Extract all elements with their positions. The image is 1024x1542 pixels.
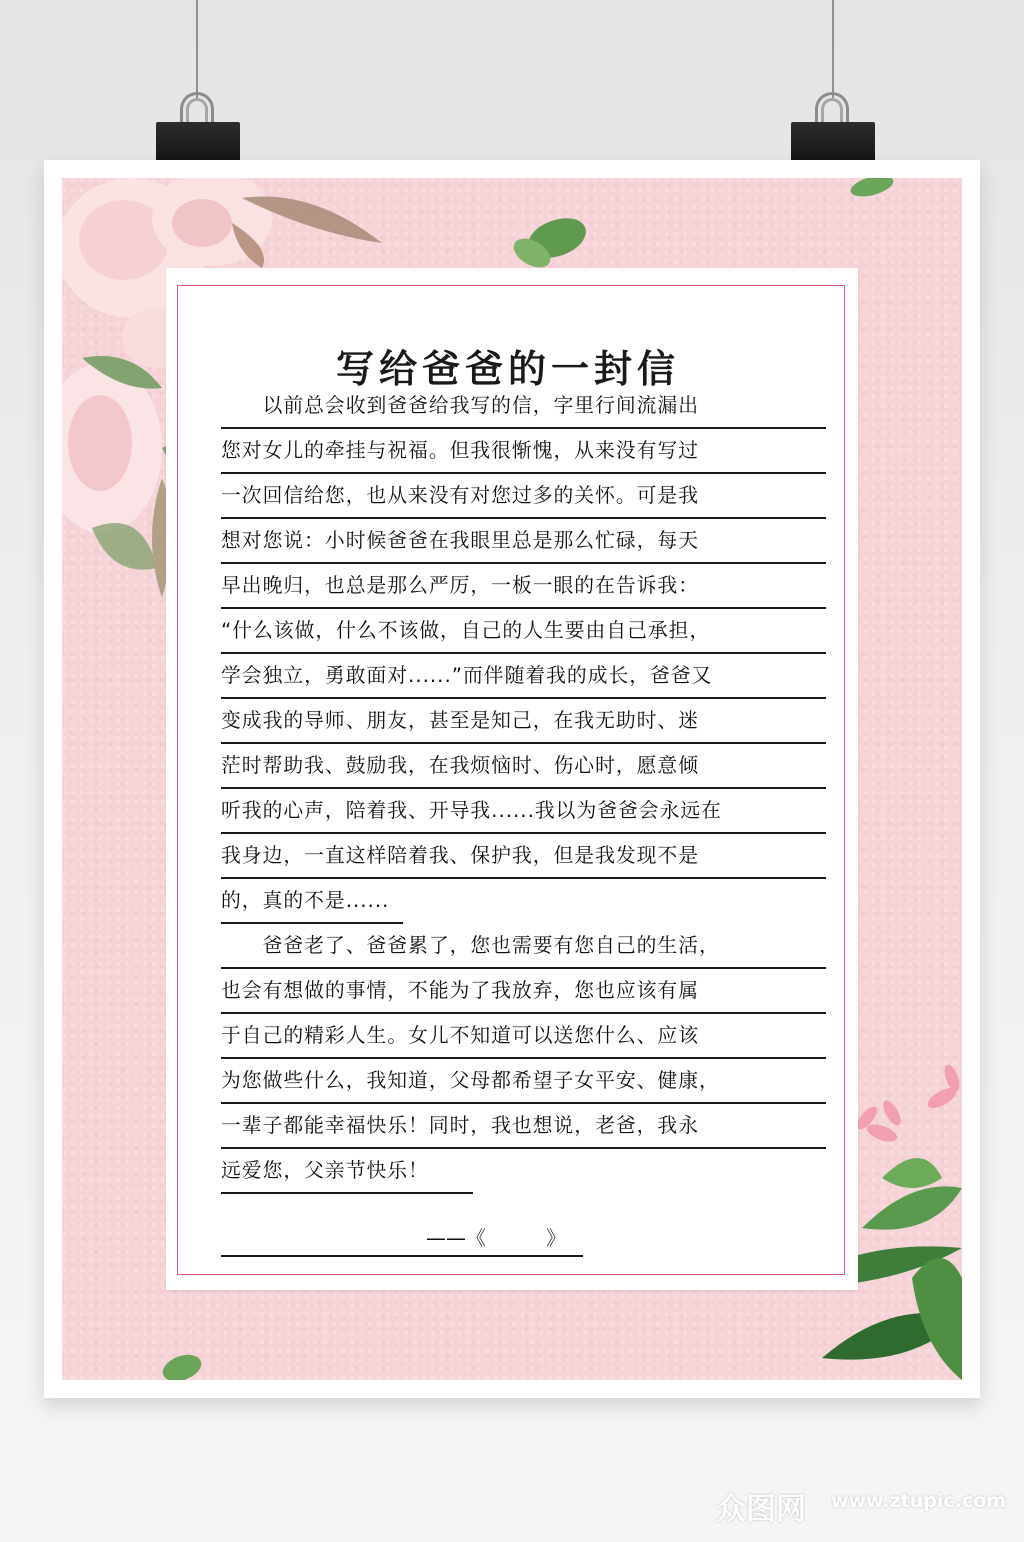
- letter-line: 您对女儿的牵挂与祝福。但我很惭愧，从来没有写过: [221, 429, 826, 474]
- letter-line: 爸爸老了、爸爸累了，您也需要有您自己的生活，: [221, 924, 826, 969]
- watermark: [686, 1480, 1006, 1527]
- letter-signature: ——《 》: [221, 1221, 583, 1257]
- leaf-top-center: [509, 211, 592, 274]
- letter-line: 也会有想做的事情，不能为了我放弃，您也应该有属: [221, 969, 826, 1014]
- letter-line: 变成我的导师、朋友，甚至是知己，在我无助时、迷: [221, 699, 826, 744]
- leaf-top-right: [848, 178, 895, 200]
- letter-line: 一辈子都能幸福快乐！同时，我也想说，老爸，我永: [221, 1104, 826, 1149]
- letter-line: 我身边，一直这样陪着我、保护我，但是我发现不是: [221, 834, 826, 879]
- watermark-logo: 众图网: [716, 1492, 806, 1527]
- letter-line: “什么该做，什么不该做，自己的人生要由自己承担，: [221, 609, 826, 654]
- letter-title: 写给爸爸的一封信: [335, 347, 680, 391]
- letter-line: 以前总会收到爸爸给我写的信，字里行间流漏出: [221, 384, 826, 429]
- letter-line: 为您做些什么，我知道，父母都希望子女平安、健康，: [221, 1059, 826, 1104]
- leaf-bottom-left: [159, 1350, 205, 1380]
- letter-line: 的，真的不是......: [221, 879, 403, 924]
- letter-line: 一次回信给您，也从来没有对您过多的关怀。可是我: [221, 474, 826, 519]
- letter-line: 于自己的精彩人生。女儿不知道可以送您什么、应该: [221, 1014, 826, 1059]
- poster: [44, 160, 980, 1398]
- letter-line: 听我的心声，陪着我、开导我......我以为爸爸会永远在: [221, 789, 826, 834]
- pink-background: [62, 178, 962, 1380]
- letter-line: 远爱您，父亲节快乐！: [221, 1149, 473, 1194]
- watermark-url: www.ztupic.com: [830, 1490, 1006, 1512]
- letter-line: 茫时帮助我、鼓励我，在我烦恼时、伤心时，愿意倾: [221, 744, 826, 789]
- letter-line: 想对您说：小时候爸爸在我眼里总是那么忙碌，每天: [221, 519, 826, 564]
- letter-card: [166, 268, 858, 1290]
- hanging-string-left: [196, 0, 198, 100]
- hanging-string-right: [832, 0, 834, 100]
- letter-line: 学会独立，勇敢面对......”而伴随着我的成长，爸爸又: [221, 654, 826, 699]
- letter-line: 早出晚归，也总是那么严厉，一板一眼的在告诉我：: [221, 564, 826, 609]
- letter-frame: [177, 285, 845, 1275]
